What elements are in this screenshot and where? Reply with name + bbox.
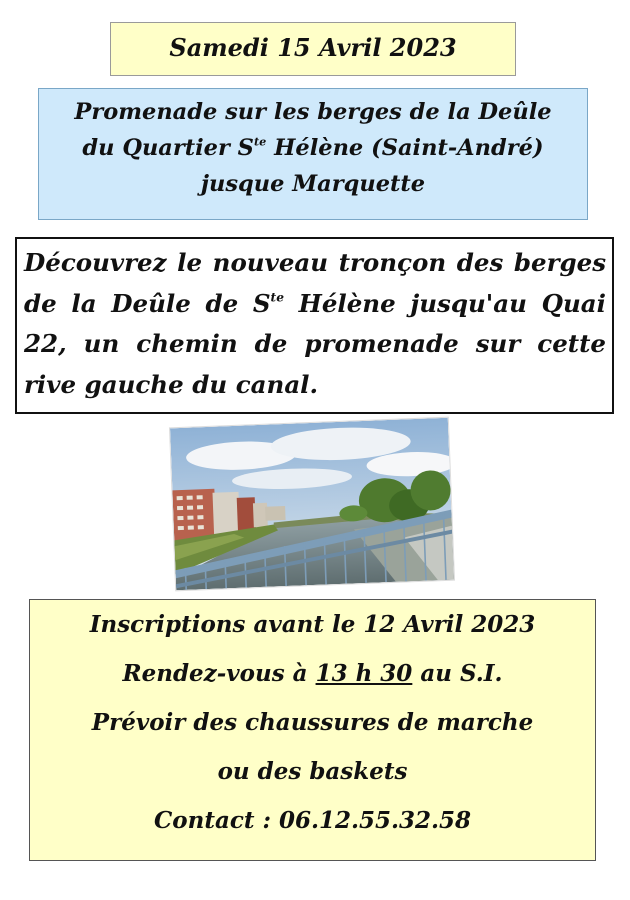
meeting-time: Rendez-vous à 13 h 30 au S.I.: [122, 660, 503, 687]
title-line-2: du Quartier $S^{te}$ Hélène (Saint-André): [82, 134, 544, 161]
description-text: Découvrez le nouveau tronçon des berges de la Deûle de $S^{te}$ Hélène jusqu'au Quai 22, un chemin de promenade sur cette rive gauche du canal.: [24, 248, 606, 399]
date-banner: [110, 22, 516, 76]
event-date: Samedi 15 Avril 2023: [169, 33, 457, 62]
title-line-3: jusque Marquette: [200, 171, 426, 197]
shoes-line-2: ou des baskets: [217, 758, 408, 785]
title-line-1: Promenade sur les berges de la Deûle: [74, 99, 552, 125]
info-box: [29, 599, 596, 861]
title-banner: [38, 88, 588, 220]
canal-photo: [169, 417, 455, 592]
description-box: [15, 237, 614, 414]
registration-deadline: Inscriptions avant le 12 Avril 2023: [89, 611, 536, 638]
contact-phone: Contact : 06.12.55.32.58: [153, 807, 472, 834]
shoes-line-1: Prévoir des chaussures de marche: [91, 709, 534, 736]
